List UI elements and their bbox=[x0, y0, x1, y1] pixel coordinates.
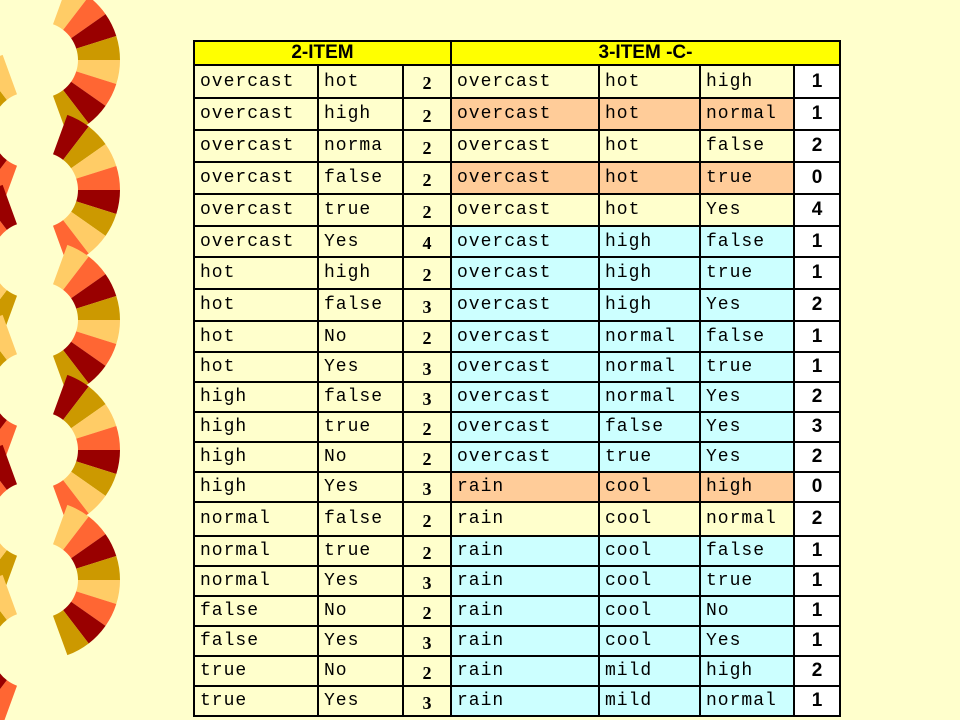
two-item-count: 2 bbox=[403, 257, 451, 289]
table-row bbox=[194, 257, 840, 289]
fan-segment bbox=[0, 680, 17, 720]
fan-ornament bbox=[53, 375, 120, 525]
two-item-attr-2: false bbox=[318, 289, 403, 321]
three-item-attr-1: overcast bbox=[451, 226, 599, 257]
itemset-table bbox=[193, 40, 841, 717]
two-item-attr-2: Yes bbox=[318, 686, 403, 716]
two-item-attr-1: true bbox=[194, 656, 318, 686]
two-item-count: 3 bbox=[403, 289, 451, 321]
table-row bbox=[194, 442, 840, 472]
table-row bbox=[194, 536, 840, 566]
three-item-attr-1: overcast bbox=[451, 442, 599, 472]
three-item-attr-3: Yes bbox=[700, 442, 794, 472]
three-item-count: 0 bbox=[794, 472, 840, 502]
three-item-attr-1: rain bbox=[451, 596, 599, 626]
three-item-attr-2: false bbox=[599, 412, 700, 442]
three-item-count: 1 bbox=[794, 566, 840, 596]
two-item-attr-1: normal bbox=[194, 536, 318, 566]
three-item-attr-2: hot bbox=[599, 98, 700, 130]
table-row bbox=[194, 686, 840, 716]
fan-ornament bbox=[53, 0, 120, 135]
two-item-attr-2: high bbox=[318, 98, 403, 130]
table-row bbox=[194, 626, 840, 656]
three-item-attr-1: overcast bbox=[451, 194, 599, 226]
two-item-attr-1: overcast bbox=[194, 98, 318, 130]
three-item-attr-3: high bbox=[700, 656, 794, 686]
two-item-attr-2: Yes bbox=[318, 352, 403, 382]
table-row bbox=[194, 130, 840, 162]
two-item-attr-2: No bbox=[318, 656, 403, 686]
three-item-count: 1 bbox=[794, 226, 840, 257]
two-item-count: 2 bbox=[403, 321, 451, 352]
table-row bbox=[194, 321, 840, 352]
three-item-attr-2: hot bbox=[599, 162, 700, 194]
two-item-attr-2: false bbox=[318, 502, 403, 536]
table-row bbox=[194, 226, 840, 257]
three-item-attr-3: Yes bbox=[700, 289, 794, 321]
two-item-count: 2 bbox=[403, 656, 451, 686]
fan-ornament bbox=[0, 315, 17, 465]
three-item-attr-3: high bbox=[700, 65, 794, 98]
two-item-count: 2 bbox=[403, 194, 451, 226]
three-item-attr-1: overcast bbox=[451, 98, 599, 130]
two-item-attr-2: false bbox=[318, 382, 403, 412]
three-item-attr-1: overcast bbox=[451, 257, 599, 289]
table-row bbox=[194, 194, 840, 226]
three-item-attr-1: rain bbox=[451, 536, 599, 566]
three-item-attr-2: cool bbox=[599, 566, 700, 596]
decorative-fan-border bbox=[0, 0, 140, 720]
fan-segment bbox=[0, 185, 17, 230]
two-item-attr-1: false bbox=[194, 626, 318, 656]
three-item-attr-1: rain bbox=[451, 656, 599, 686]
two-item-count: 2 bbox=[403, 162, 451, 194]
three-item-attr-2: hot bbox=[599, 130, 700, 162]
three-item-attr-2: high bbox=[599, 257, 700, 289]
three-item-count: 2 bbox=[794, 289, 840, 321]
three-item-attr-2: normal bbox=[599, 321, 700, 352]
fan-ornament bbox=[0, 575, 17, 720]
three-item-count: 1 bbox=[794, 536, 840, 566]
two-item-attr-1: hot bbox=[194, 289, 318, 321]
three-item-attr-2: mild bbox=[599, 656, 700, 686]
three-item-attr-2: cool bbox=[599, 596, 700, 626]
three-item-attr-3: Yes bbox=[700, 412, 794, 442]
table-row bbox=[194, 65, 840, 98]
two-item-attr-1: overcast bbox=[194, 194, 318, 226]
two-item-count: 2 bbox=[403, 130, 451, 162]
three-item-count: 2 bbox=[794, 502, 840, 536]
two-item-attr-1: high bbox=[194, 412, 318, 442]
three-item-count: 1 bbox=[794, 596, 840, 626]
two-item-header: 2-ITEM bbox=[194, 41, 451, 65]
table-row bbox=[194, 656, 840, 686]
two-item-attr-2: true bbox=[318, 194, 403, 226]
fan-ornament bbox=[53, 505, 120, 655]
three-item-attr-1: overcast bbox=[451, 65, 599, 98]
three-item-attr-3: normal bbox=[700, 686, 794, 716]
two-item-attr-1: normal bbox=[194, 502, 318, 536]
two-item-attr-1: overcast bbox=[194, 226, 318, 257]
three-item-attr-2: normal bbox=[599, 382, 700, 412]
table-row bbox=[194, 502, 840, 536]
three-item-attr-1: overcast bbox=[451, 289, 599, 321]
fan-segment bbox=[0, 445, 17, 490]
three-item-attr-1: overcast bbox=[451, 162, 599, 194]
three-item-attr-2: mild bbox=[599, 686, 700, 716]
two-item-count: 2 bbox=[403, 596, 451, 626]
two-item-attr-2: No bbox=[318, 442, 403, 472]
fan-ornament bbox=[0, 445, 17, 595]
two-item-count: 2 bbox=[403, 502, 451, 536]
three-item-count: 1 bbox=[794, 686, 840, 716]
two-item-attr-1: high bbox=[194, 382, 318, 412]
two-item-attr-1: false bbox=[194, 596, 318, 626]
three-item-count: 0 bbox=[794, 162, 840, 194]
three-item-attr-2: cool bbox=[599, 502, 700, 536]
three-item-attr-3: false bbox=[700, 130, 794, 162]
two-item-attr-2: hot bbox=[318, 65, 403, 98]
three-item-count: 1 bbox=[794, 626, 840, 656]
three-item-attr-3: false bbox=[700, 536, 794, 566]
two-item-attr-2: false bbox=[318, 162, 403, 194]
two-item-count: 2 bbox=[403, 442, 451, 472]
two-item-count: 2 bbox=[403, 412, 451, 442]
three-item-attr-3: false bbox=[700, 321, 794, 352]
three-item-count: 1 bbox=[794, 98, 840, 130]
three-item-attr-1: overcast bbox=[451, 130, 599, 162]
three-item-attr-3: false bbox=[700, 226, 794, 257]
three-item-attr-1: overcast bbox=[451, 382, 599, 412]
two-item-attr-1: hot bbox=[194, 321, 318, 352]
table-header-row bbox=[194, 41, 840, 65]
three-item-attr-2: hot bbox=[599, 65, 700, 98]
three-item-attr-3: normal bbox=[700, 502, 794, 536]
fan-ornament bbox=[53, 115, 120, 265]
two-item-attr-2: No bbox=[318, 321, 403, 352]
fan-segment bbox=[0, 55, 17, 100]
two-item-attr-2: true bbox=[318, 536, 403, 566]
two-item-count: 2 bbox=[403, 65, 451, 98]
three-item-attr-3: Yes bbox=[700, 626, 794, 656]
two-item-count: 3 bbox=[403, 686, 451, 716]
three-item-count: 1 bbox=[794, 352, 840, 382]
three-item-attr-2: cool bbox=[599, 536, 700, 566]
three-item-attr-3: true bbox=[700, 162, 794, 194]
two-item-attr-2: true bbox=[318, 412, 403, 442]
table-row bbox=[194, 289, 840, 321]
two-item-attr-1: overcast bbox=[194, 65, 318, 98]
fan-ornament bbox=[0, 55, 17, 205]
three-item-attr-3: No bbox=[700, 596, 794, 626]
three-item-count: 1 bbox=[794, 65, 840, 98]
three-item-header: 3-ITEM -C- bbox=[451, 41, 840, 65]
three-item-attr-1: overcast bbox=[451, 412, 599, 442]
three-item-attr-3: normal bbox=[700, 98, 794, 130]
three-item-attr-1: rain bbox=[451, 566, 599, 596]
three-item-attr-2: high bbox=[599, 226, 700, 257]
two-item-attr-1: normal bbox=[194, 566, 318, 596]
table-row bbox=[194, 566, 840, 596]
three-item-count: 2 bbox=[794, 656, 840, 686]
table-row bbox=[194, 162, 840, 194]
three-item-attr-3: true bbox=[700, 257, 794, 289]
two-item-count: 4 bbox=[403, 226, 451, 257]
three-item-count: 1 bbox=[794, 257, 840, 289]
two-item-attr-1: hot bbox=[194, 352, 318, 382]
three-item-count: 2 bbox=[794, 382, 840, 412]
three-item-attr-2: cool bbox=[599, 626, 700, 656]
two-item-count: 3 bbox=[403, 382, 451, 412]
three-item-attr-3: Yes bbox=[700, 382, 794, 412]
three-item-attr-3: true bbox=[700, 566, 794, 596]
two-item-attr-1: hot bbox=[194, 257, 318, 289]
fan-ornament bbox=[53, 245, 120, 395]
three-item-attr-3: high bbox=[700, 472, 794, 502]
two-item-count: 2 bbox=[403, 98, 451, 130]
three-item-count: 3 bbox=[794, 412, 840, 442]
three-item-attr-1: rain bbox=[451, 686, 599, 716]
fan-segment bbox=[0, 575, 17, 620]
two-item-attr-1: overcast bbox=[194, 162, 318, 194]
three-item-count: 2 bbox=[794, 130, 840, 162]
two-item-attr-1: overcast bbox=[194, 130, 318, 162]
three-item-attr-3: Yes bbox=[700, 194, 794, 226]
three-item-attr-2: normal bbox=[599, 352, 700, 382]
two-item-count: 3 bbox=[403, 566, 451, 596]
three-item-attr-2: true bbox=[599, 442, 700, 472]
table-row bbox=[194, 596, 840, 626]
two-item-attr-2: No bbox=[318, 596, 403, 626]
two-item-attr-2: Yes bbox=[318, 472, 403, 502]
two-item-attr-2: Yes bbox=[318, 226, 403, 257]
two-item-attr-1: true bbox=[194, 686, 318, 716]
table-row bbox=[194, 382, 840, 412]
table-row bbox=[194, 98, 840, 130]
two-item-count: 2 bbox=[403, 536, 451, 566]
two-item-attr-2: Yes bbox=[318, 566, 403, 596]
two-item-attr-2: norma bbox=[318, 130, 403, 162]
two-item-attr-1: high bbox=[194, 472, 318, 502]
two-item-count: 3 bbox=[403, 472, 451, 502]
two-item-count: 3 bbox=[403, 626, 451, 656]
two-item-attr-2: high bbox=[318, 257, 403, 289]
three-item-count: 1 bbox=[794, 321, 840, 352]
three-item-count: 4 bbox=[794, 194, 840, 226]
three-item-attr-1: rain bbox=[451, 502, 599, 536]
three-item-attr-1: rain bbox=[451, 626, 599, 656]
two-item-attr-1: high bbox=[194, 442, 318, 472]
three-item-attr-2: high bbox=[599, 289, 700, 321]
three-item-attr-1: rain bbox=[451, 472, 599, 502]
two-item-attr-2: Yes bbox=[318, 626, 403, 656]
table-row bbox=[194, 412, 840, 442]
fan-segment bbox=[0, 315, 17, 360]
three-item-attr-2: hot bbox=[599, 194, 700, 226]
three-item-count: 2 bbox=[794, 442, 840, 472]
table-row bbox=[194, 352, 840, 382]
three-item-attr-1: overcast bbox=[451, 352, 599, 382]
fan-ornament bbox=[0, 185, 17, 335]
table-row bbox=[194, 472, 840, 502]
three-item-attr-1: overcast bbox=[451, 321, 599, 352]
three-item-attr-2: cool bbox=[599, 472, 700, 502]
three-item-attr-3: true bbox=[700, 352, 794, 382]
two-item-count: 3 bbox=[403, 352, 451, 382]
